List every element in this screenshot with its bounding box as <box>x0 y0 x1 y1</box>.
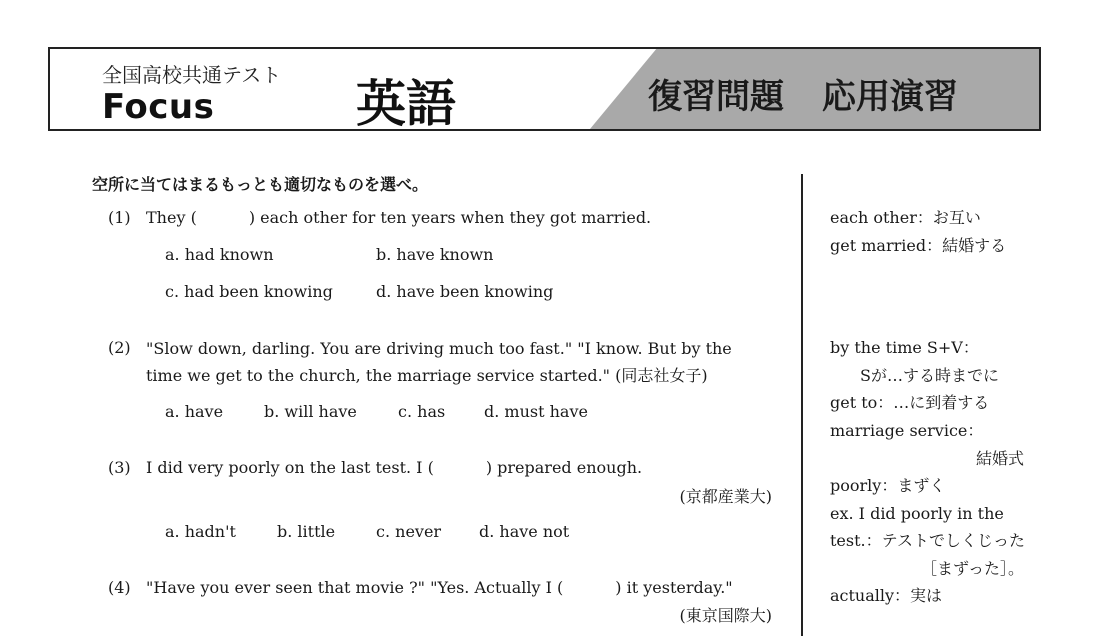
q3-option-b[interactable]: b. little <box>277 522 336 541</box>
banner-brand: Focus <box>102 87 215 127</box>
q2-line1: "Slow down, darling. You are driving much too fast." "I know. But by the <box>146 339 732 358</box>
q1-option-b[interactable]: b. have known <box>376 245 494 264</box>
note-marriage-service-meaning: 結婚式 <box>975 449 1024 468</box>
q1-pre: They ( <box>146 208 197 227</box>
q1-option-c[interactable]: c. had been knowing <box>165 282 333 301</box>
note-example-1: ex. I did poorly in the <box>830 504 1004 523</box>
q4-source: (東京国際大) <box>679 606 772 625</box>
q4-pre: "Have you ever seen that movie ?" "Yes. Actually I ( <box>146 578 564 597</box>
q2-line2: time we get to the church, the marriage service started." (同志社女子) <box>146 366 708 385</box>
banner-section <box>648 69 958 118</box>
note-get-to: get to：…に到着する <box>830 393 990 412</box>
q1-text <box>146 204 651 231</box>
q2-number: (2) <box>108 338 131 357</box>
note-by-the-time: by the time S+V： <box>830 338 979 357</box>
q1-post: ) each other for ten years when they got married. <box>248 208 652 227</box>
header-banner <box>48 47 1041 131</box>
q3-option-a[interactable]: a. hadn't <box>165 522 236 541</box>
q3-pre: I did very poorly on the last test. I ( <box>146 458 434 477</box>
q2-option-a[interactable]: a. have <box>165 402 224 421</box>
note-poorly: poorly：まずく <box>830 476 946 495</box>
q2-option-d[interactable]: d. must have <box>484 402 588 421</box>
q1-number: (1) <box>108 208 131 227</box>
note-example-3: ［まずった］。 <box>920 559 1024 578</box>
banner-subject: 英語 <box>356 74 456 131</box>
q1-option-d[interactable]: d. have been knowing <box>376 282 554 301</box>
section-title: 復習問題 <box>648 77 784 117</box>
note-each-other: each other：お互い <box>830 208 981 227</box>
q3-post: ) prepared enough. <box>485 458 643 477</box>
column-divider <box>801 174 803 636</box>
note-actually: actually：実は <box>830 586 943 605</box>
instruction: 空所に当てはまるもっとも適切なものを選べ。 <box>92 175 429 194</box>
q4-number: (4) <box>108 578 131 597</box>
note-marriage-service: marriage service： <box>830 421 984 440</box>
q4-post: ) it yesterday." <box>615 578 733 597</box>
q3-option-c[interactable]: c. never <box>376 522 442 541</box>
q4-text <box>146 574 733 601</box>
q3-number: (3) <box>108 458 131 477</box>
note-by-the-time-meaning: Sが…する時までに <box>860 366 999 385</box>
note-get-married: get married：結婚する <box>830 236 1007 255</box>
q3-source: (京都産業大) <box>679 487 772 506</box>
q1-option-a[interactable]: a. had known <box>165 245 274 264</box>
q2-option-c[interactable]: c. has <box>398 402 446 421</box>
note-example-2: test.：テストでしくじった <box>830 531 1025 550</box>
q3-option-d[interactable]: d. have not <box>479 522 570 541</box>
q3-text <box>146 454 642 481</box>
q2-option-b[interactable]: b. will have <box>264 402 357 421</box>
banner-subtitle: 全国高校共通テスト <box>102 63 282 87</box>
section-title-2: 応用演習 <box>822 77 958 117</box>
